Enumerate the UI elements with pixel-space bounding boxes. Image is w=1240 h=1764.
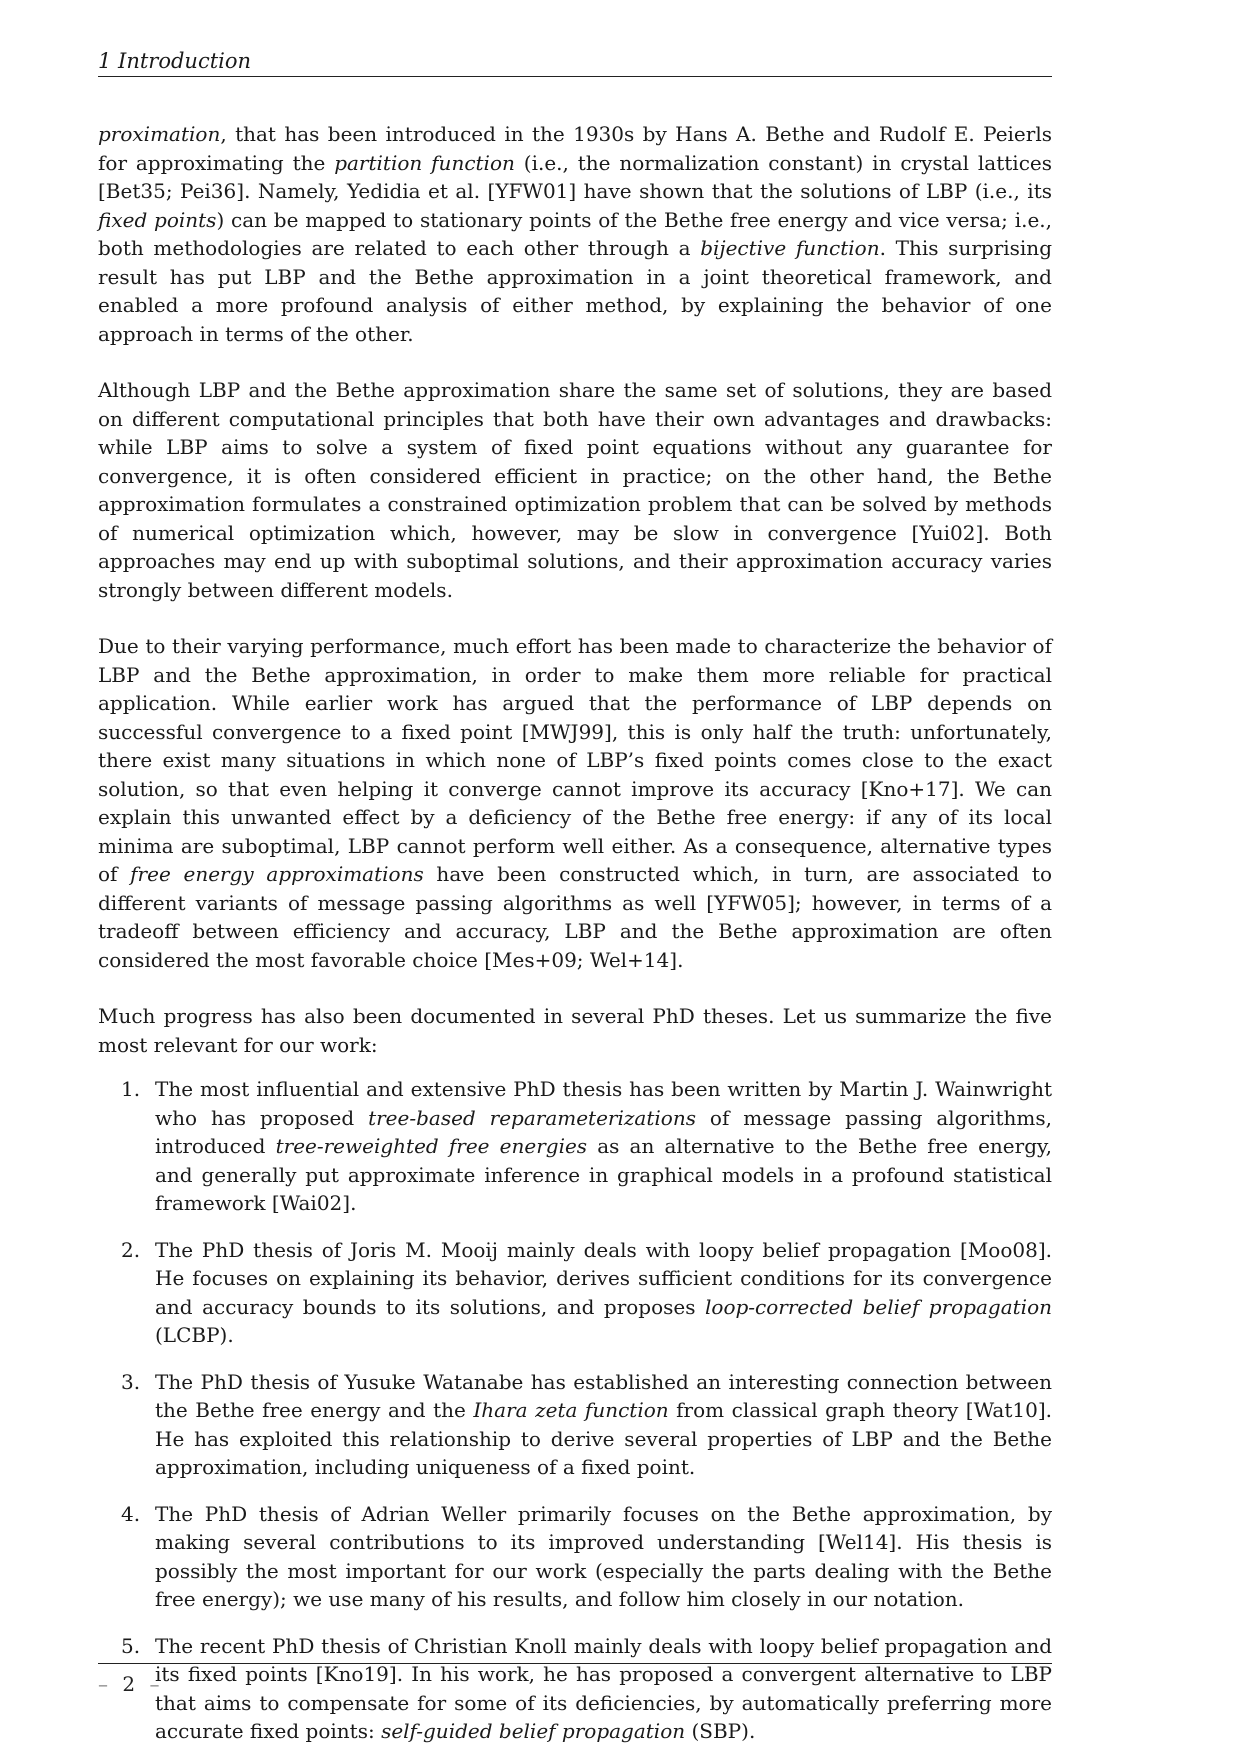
- text-run: (LCBP).: [155, 1323, 234, 1347]
- list-item: [98, 1075, 1052, 1218]
- emphasized-term: partition function: [334, 150, 515, 175]
- list-number: 3.: [121, 1369, 141, 1394]
- list-number: 5.: [121, 1633, 141, 1658]
- emphasized-term: fixed points: [98, 207, 217, 232]
- list-item-text: [155, 1077, 1052, 1215]
- emphasized-term: loop-corrected belief propagation: [705, 1294, 1052, 1319]
- page-number-value: 2: [122, 1672, 136, 1696]
- list-number: 4.: [121, 1501, 141, 1526]
- page-number-dash: –: [149, 1672, 160, 1696]
- paragraph: [98, 120, 1052, 348]
- text-run: of message passing algorithms, introduced: [155, 1105, 1052, 1158]
- text-run: Much progress has also been documented in several PhD theses. Let us summarize the five most relevant for our work:: [98, 1004, 1052, 1057]
- emphasized-term: bijective function: [700, 236, 880, 260]
- text-run: The PhD thesis of Adrian Weller primarily focuses on the Bethe approximation, by making several contributions to its improved understanding [Wel14]. His thesis is possibly the most important for our work (especially the parts dealing with the Bethe free energy); we use many of his results, and follow him closely in our notation.: [155, 1501, 1052, 1611]
- body-text: [98, 120, 1052, 1764]
- text-run: The recent PhD thesis of Christian Knoll mainly deals with loopy belief propagation and its fixed points [Kno19]. In his work, he has proposed a convergent alternative to LBP that aims to compensate for some of its deficiencies, by automatically preferring more accurate fixed points:: [155, 1633, 1052, 1743]
- text-run: The most influential and extensive PhD thesis has been written by Martin J. Wainwright who has proposed: [155, 1077, 1052, 1130]
- list-number: 1.: [121, 1077, 141, 1101]
- emphasized-term: Ihara zeta function: [473, 1398, 669, 1422]
- text-run: have been constructed which, in turn, are associated to different variants of message passing algorithms as well [YFW05]; however, in terms of a tradeoff between efficiency and accuracy, LBP and the Bethe approximation are often considered the most favorable choice [Mes+09; Wel+14].: [98, 862, 1052, 972]
- emphasized-term: proximation: [98, 122, 221, 146]
- text-run: The PhD thesis of Yusuke Watanabe has established an interesting connection between the Bethe free energy and the: [155, 1369, 1052, 1422]
- page-number: [98, 1670, 159, 1698]
- document-page: [98, 0, 1052, 1754]
- text-run: ) can be mapped to stationary points of the Bethe free energy and vice versa; i.e., both methodologies are related to each other through a: [98, 207, 1052, 260]
- text-run: . This surprising result has put LBP and the Bethe approximation in a joint theoretical framework, and enabled a more profound analysis of either method, by explaining the behavior of one approach in terms of the other.: [98, 236, 1052, 346]
- text-run: Although LBP and the Bethe approximation share the same set of solutions, they are based on different computational principles that both have their own advantages and drawbacks: while LBP aims to solve a system of fixed point equations without any guarantee for convergence, it is often considered efficient in practice; on the other hand, the Bethe approximation formulates a constrained optimization problem that can be solved by methods of numerical optimization which, however, may be slow in convergence [Yui02]. Both approaches may end up with suboptimal solutions, and their approximation accuracy varies strongly between different models.: [98, 378, 1052, 602]
- text-run: Due to their varying performance, much effort has been made to characterize the behavior of LBP and the Bethe approximation, in order to make them more reliable for practical application. While earlier work has argued that the performance of LBP depends on successful convergence to a fixed point [MWJ99], this is only half the truth: unfortunately, there exist many situations in which none of LBP’s fixed points comes close to the exact solution, so that even helping it converge cannot improve its accuracy [Kno+17]. We can explain this unwanted effect by a deficiency of the Bethe free energy: if any of its local minima are suboptimal, LBP cannot perform well either. As a consequence, alternative types of: [98, 634, 1052, 886]
- paragraph: [98, 1002, 1052, 1059]
- emphasized-term: tree-reweighted free energies: [275, 1134, 588, 1158]
- list-item-text: [155, 1370, 1052, 1480]
- text-run: (SBP).: [685, 1719, 756, 1743]
- list-number: 2.: [121, 1237, 141, 1262]
- text-run: The PhD thesis of Joris M. Mooij mainly deals with loopy belief propagation [Moo08]. He focuses on explaining its behavior, derives sufficient conditions for its convergence and accuracy bounds to its solutions, and proposes: [155, 1237, 1052, 1319]
- footer-rule: [98, 1663, 1052, 1664]
- paragraph: [98, 632, 1052, 974]
- list-item: [98, 1500, 1052, 1614]
- list-item-text: [155, 1238, 1052, 1348]
- text-run: (i.e., the normalization constant) in crystal lattices [Bet35; Pei36]. Namely, Yedidia et al. [YFW01] have shown that the solutions of LBP (i.e., its: [98, 150, 1052, 203]
- list-item: [98, 1368, 1052, 1482]
- list-item-text: [155, 1502, 1052, 1612]
- emphasized-term: free energy approximations: [130, 862, 424, 886]
- text-run: as an alternative to the Bethe free energy, and generally put approximate inference in graphical models in a profound statistical framework [Wai02].: [155, 1134, 1052, 1215]
- running-header: [98, 46, 1052, 77]
- list-item: [98, 1632, 1052, 1746]
- emphasized-term: self-guided belief propagation: [381, 1719, 686, 1743]
- text-run: from classical graph theory [Wat10]. He has exploited this relationship to derive several properties of LBP and the Bethe approximation, including uniqueness of a fixed point.: [155, 1398, 1052, 1479]
- page-number-dash: –: [98, 1672, 108, 1696]
- chapter-title: 1 Introduction: [98, 49, 252, 73]
- list-item-text: [155, 1634, 1052, 1744]
- thesis-list: [98, 1075, 1052, 1746]
- list-item: [98, 1236, 1052, 1350]
- emphasized-term: tree-based reparameterizations: [368, 1105, 696, 1130]
- paragraph: [98, 376, 1052, 604]
- text-run: , that has been introduced in the 1930s by Hans A. Bethe and Rudolf E. Peierls for approximating the: [98, 122, 1052, 175]
